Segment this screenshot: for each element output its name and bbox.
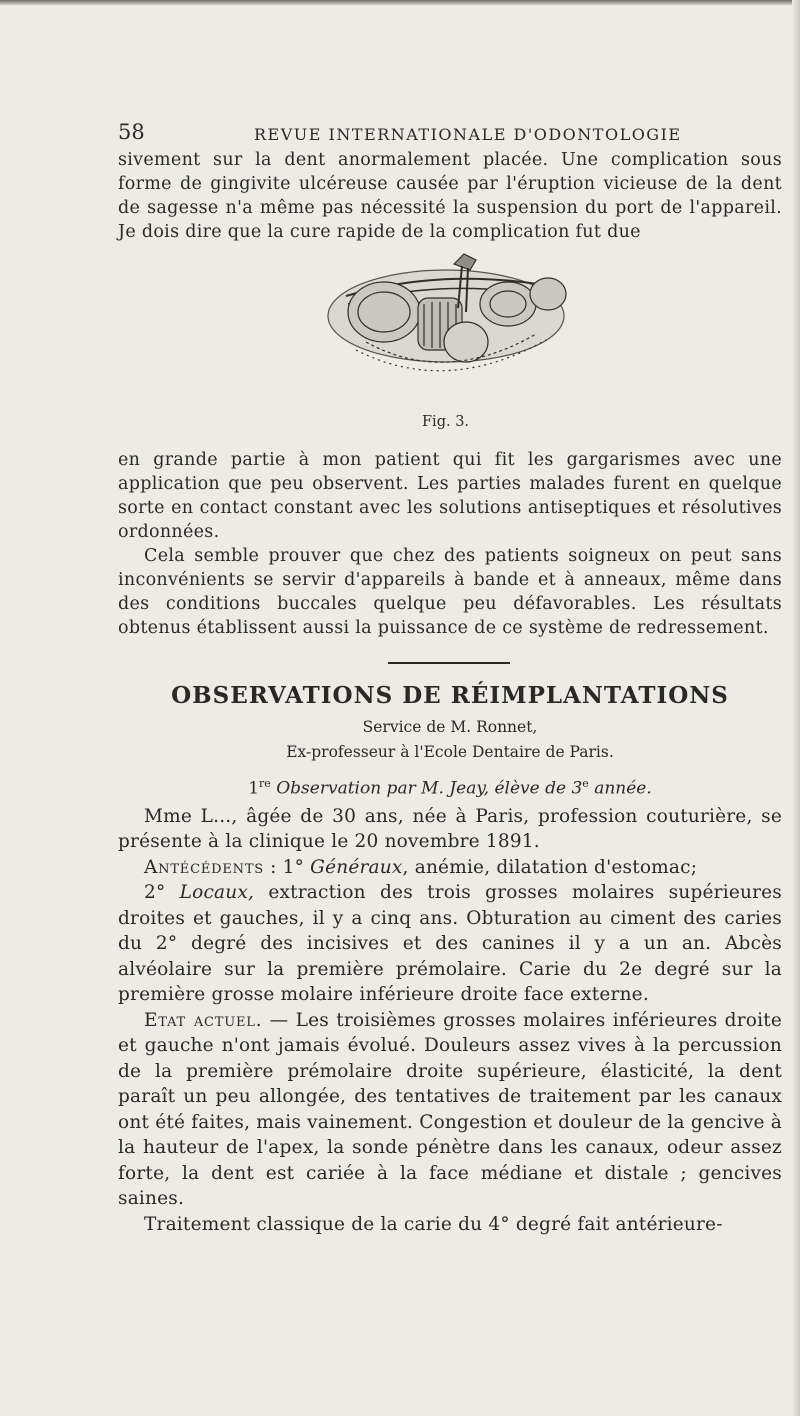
page-number: 58	[118, 120, 145, 144]
etat-actuel-label: Etat actuel.	[144, 1009, 263, 1031]
book-page	[118, 116, 782, 1237]
service-line: Service de M. Ronnet,	[362, 718, 538, 736]
figure-3	[118, 244, 782, 448]
antecedents-num2: 2°	[144, 882, 166, 904]
local-text: extraction des trois grosses molaires supérieures droites et gauches, il y a cinq ans. Obturation au ciment des caries du 2° degré des incisives et des canines il y a un an. Abcès alvéolaire sur la première prémolaire. Carie du 2e degré sur la première grosse molaire inférieure droite face externe.	[118, 882, 782, 1006]
etat-actuel-paragraph	[118, 1008, 782, 1212]
observation-text: Observation par M. Jeay, élève de 3	[276, 778, 583, 799]
observation-number: 1	[248, 778, 260, 799]
local-antecedents	[118, 880, 782, 1008]
affiliation-line: Ex-professeur à l'Ecole Dentaire de Paris.	[286, 743, 614, 761]
antecedents-paragraph	[118, 855, 782, 881]
divider-rule	[388, 662, 510, 664]
running-title: REVUE INTERNATIONALE D'ODONTOLOGIE	[254, 125, 682, 144]
figure-caption: Fig. 3.	[422, 414, 470, 430]
general-text: , anémie, dilatation d'estomac;	[402, 856, 698, 878]
running-header	[118, 116, 782, 148]
page-top-edge	[0, 0, 800, 6]
observation-heading	[118, 771, 782, 802]
page-right-edge	[792, 0, 800, 1416]
observation-sup: re	[259, 777, 271, 790]
dental-appliance-illustration	[326, 246, 576, 411]
paragraph-2: en grande partie à mon patient qui fit les gargarismes avec une application que peu observent. Les parties malades furent en quelque sorte en contact constant avec les solutions antiseptiques et résolutives ordonnées.	[118, 450, 782, 542]
patient-intro: Mme L..., âgée de 30 ans, née à Paris, profession couturière, se présente à la clinique le 20 novembre 1891.	[118, 805, 782, 853]
final-line: Traitement classique de la carie du 4° degré fait antérieure-	[144, 1213, 723, 1235]
section-divider	[118, 640, 782, 674]
general-label: Généraux	[310, 856, 403, 878]
antecedents-label: Antécédents	[144, 856, 264, 878]
observation-end: année.	[594, 778, 652, 799]
observation-sup2: e	[582, 777, 589, 790]
section-title: OBSERVATIONS DE RÉIMPLANTATIONS	[171, 682, 729, 709]
local-label: Locaux,	[179, 882, 255, 904]
etat-actuel-text: — Les troisièmes grosses molaires inférieures droite et gauche n'ont jamais évolué. Douleurs assez vives à la percussion de la première prémolaire droite supérieure, élasticité, la dent paraît un peu allongée, des tentatives de traitement par les canaux ont été faites, mais vainement. Congestion et douleur de la gencive à la hauteur de l'apex, la sonde pénètre dans les canaux, odeur assez forte, la dent est cariée à la face médiane et distale ; gencives saines.	[118, 1009, 782, 1210]
paragraph-continued: sivement sur la dent anormalement placée. Une complication sous forme de gingivite ulcéreuse causée par l'éruption vicieuse de la dent de sagesse n'a même pas nécessité la suspension du port de l'appareil. Je dois dire que la cure rapide de la complication fut due	[118, 150, 782, 242]
antecedents-separator: :	[264, 856, 283, 878]
antecedents-num1: 1°	[282, 856, 305, 878]
paragraph-3: Cela semble prouver que chez des patients soigneux on peut sans inconvénients se servir d'appareils à bande et à anneaux, même dans des conditions buccales quelque peu défavorables. Les résultats obtenus établissent aussi la puissance de ce système de redressement.	[118, 546, 782, 638]
